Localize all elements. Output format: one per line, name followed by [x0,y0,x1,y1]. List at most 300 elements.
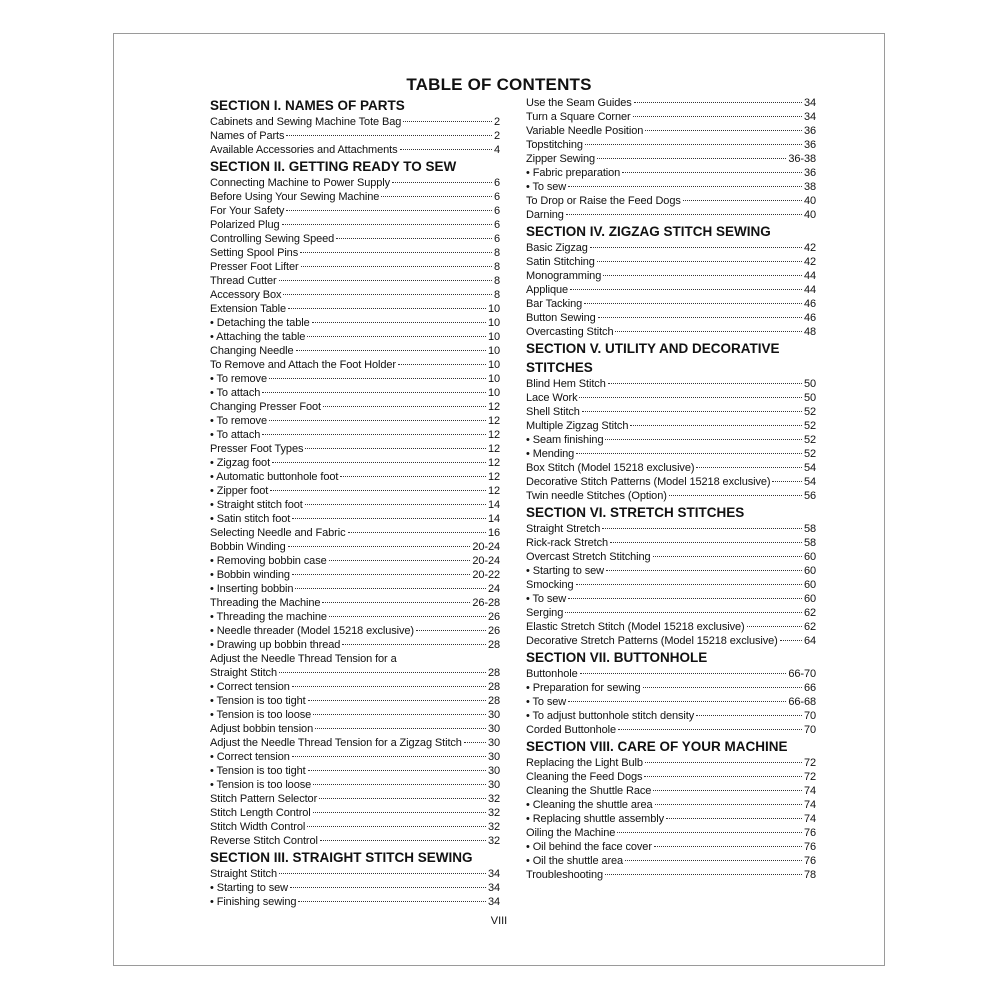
toc-entry-label: Troubleshooting [526,869,603,881]
dot-leader [288,546,471,547]
toc-entry [526,433,816,447]
toc-entry-label: Blind Hem Stitch [526,378,606,390]
dot-leader [272,462,486,463]
toc-entry [210,881,500,895]
toc-entry-label: • Detaching the table [210,317,310,329]
toc-entry [210,867,500,881]
toc-entry-page: 46 [803,312,816,324]
dot-leader [315,728,486,729]
toc-entry-label: Twin needle Stitches (Option) [526,490,667,502]
toc-entry [210,764,500,778]
dot-leader [610,542,802,543]
toc-entry-label: • Correct tension [210,681,290,693]
toc-entry-label: • Drawing up bobbin thread [210,639,341,651]
dot-leader [634,102,802,103]
section-heading: SECTION VIII. CARE OF YOUR MACHINE [526,739,788,754]
toc-entry [210,526,500,540]
section-heading: SECTION VI. STRETCH STITCHES [526,505,745,520]
dot-leader [342,644,486,645]
toc-entry-page: 34 [803,111,816,123]
toc-entry-label: Shell Stitch [526,406,580,418]
dot-leader [283,294,492,295]
toc-entry-page: 32 [487,807,500,819]
toc-entry-label: Box Stitch (Model 15218 exclusive) [526,462,695,474]
toc-entry-label: Serging [526,607,564,619]
dot-leader [403,121,492,122]
toc-entry [526,110,816,124]
toc-entry-page: 28 [487,667,500,679]
toc-entry [210,652,500,666]
toc-entry-label: • Replacing shuttle assembly [526,813,665,825]
toc-entry-page: 30 [487,765,500,777]
toc-entry [210,288,500,302]
toc-entry-page: 28 [487,681,500,693]
toc-entry [210,260,500,274]
toc-entry-label: Zipper Sewing [526,153,596,165]
toc-entry-label: Straight Stretch [526,523,601,535]
toc-entry [526,475,816,489]
toc-entry [210,666,500,680]
dot-leader [633,116,802,117]
dot-leader [288,308,486,309]
toc-entry [526,166,816,180]
toc-entry-page: 28 [487,695,500,707]
dot-leader [400,149,492,150]
dot-leader [669,495,802,496]
toc-entry-label: Names of Parts [210,130,285,142]
dot-leader [398,364,486,365]
toc-entry-page: 34 [487,882,500,894]
dot-leader [584,303,802,304]
toc-entry-page: 56 [803,490,816,502]
toc-entry-page: 24 [487,583,500,595]
dot-leader [696,467,802,468]
toc-entry-page: 10 [487,317,500,329]
toc-entry-label: Thread Cutter [210,275,277,287]
toc-entry-label: • Threading the machine [210,611,327,623]
toc-entry-label: • Tension is too tight [210,765,306,777]
toc-entry [210,372,500,386]
toc-entry-page: 36 [803,125,816,137]
dot-leader [313,784,486,785]
toc-entry [526,311,816,325]
toc-entry-page: 60 [803,551,816,563]
toc-entry-page: 36 [803,167,816,179]
toc-entry [526,620,816,634]
toc-entry-page: 52 [803,420,816,432]
toc-entry-label: Monogramming [526,270,602,282]
toc-entry-page: 28 [487,639,500,651]
toc-entry [210,722,500,736]
toc-entry [210,694,500,708]
dot-leader [568,701,786,702]
toc-entry [526,550,816,564]
toc-entry-label: Decorative Stitch Patterns (Model 15218 exclusive) [526,476,771,488]
toc-entry [210,708,500,722]
toc-entry-label: • Oil the shuttle area [526,855,624,867]
dot-leader [576,584,802,585]
page-title: TABLE OF CONTENTS [406,75,592,94]
toc-entry-label: Button Sewing [526,312,596,324]
dot-leader [329,616,486,617]
toc-entry-label: Rick-rack Stretch [526,537,609,549]
toc-entry-page: 40 [803,209,816,221]
toc-entry [526,784,816,798]
toc-entry-label: Elastic Stretch Stitch (Model 15218 exclusive) [526,621,745,633]
toc-entry-page: 46 [803,298,816,310]
toc-entry [210,204,500,218]
toc-entry [210,190,500,204]
toc-entry [526,667,816,681]
toc-entry-label: • Starting to sew [210,882,288,894]
toc-entry-page: 16 [487,527,500,539]
dot-leader [579,397,801,398]
toc-entry [210,316,500,330]
toc-entry [526,798,816,812]
toc-entry-label: Adjust the Needle Thread Tension for a Zigzag Stitch [210,737,462,749]
toc-entry-label: • Zigzag foot [210,457,271,469]
toc-entry-page: 8 [493,275,500,287]
toc-entry-label: Overcasting Stitch [526,326,614,338]
dot-leader [312,322,486,323]
toc-entry-label: • Satin stitch foot [210,513,291,525]
dot-leader [622,172,802,173]
toc-entry-page: 10 [487,345,500,357]
dot-leader [568,186,802,187]
toc-entry-label: • Starting to sew [526,565,604,577]
toc-entry-page: 70 [803,724,816,736]
toc-entry [526,592,816,606]
page-number: VIII [490,915,508,927]
dot-leader [269,378,486,379]
toc-entry-page: 4 [493,144,500,156]
toc-entry-label: • Correct tension [210,751,290,763]
toc-entry-label: Smocking [526,579,574,591]
toc-entry [210,512,500,526]
toc-entry-page: 10 [487,387,500,399]
toc-entry-page: 76 [803,855,816,867]
toc-entry-label: • Preparation for sewing [526,682,641,694]
toc-entry-page: 8 [493,289,500,301]
toc-entry-page: 30 [487,751,500,763]
toc-left-column [210,96,500,909]
dot-leader [644,776,802,777]
toc-entry-page: 42 [803,242,816,254]
dot-leader [772,481,802,482]
toc-entry-label: • Inserting bobbin [210,583,294,595]
toc-entry-page: 52 [803,406,816,418]
toc-entry-label: Replacing the Light Bulb [526,757,643,769]
toc-entry [210,456,500,470]
toc-entry [210,442,500,456]
toc-entry-page: 54 [803,462,816,474]
toc-entry [526,208,816,222]
toc-entry-page: 66-68 [788,696,816,708]
toc-entry [210,274,500,288]
section-heading: SECTION VII. BUTTONHOLE [526,650,708,665]
toc-entry [526,840,816,854]
dot-leader [580,673,787,674]
toc-entry-label: Setting Spool Pins [210,247,299,259]
toc-entry-page: 42 [803,256,816,268]
toc-entry-page: 34 [487,868,500,880]
dot-leader [602,528,802,529]
toc-entry [526,695,816,709]
toc-entry [210,806,500,820]
toc-entry [210,143,500,157]
toc-entry-page: 60 [803,579,816,591]
toc-entry-label: • Removing bobbin case [210,555,327,567]
toc-entry [526,138,816,152]
toc-entry-label: Bar Tacking [526,298,583,310]
toc-entry-label: Turn a Square Corner [526,111,631,123]
dot-leader [666,818,802,819]
dot-leader [300,252,492,253]
dot-leader [292,686,486,687]
toc-entry-page: 52 [803,434,816,446]
toc-entry [210,680,500,694]
dot-leader [295,588,486,589]
toc-entry-label: • Tension is too loose [210,779,312,791]
toc-entry-label: Straight Stitch [210,667,277,679]
dot-leader [597,158,786,159]
toc-entry [210,834,500,848]
toc-entry [526,634,816,648]
toc-entry-page: 20-24 [472,555,500,567]
dot-leader [279,873,486,874]
toc-entry-label: Connecting Machine to Power Supply [210,177,391,189]
dot-leader [286,135,492,136]
toc-entry-page: 30 [487,737,500,749]
toc-entry [526,255,816,269]
toc-entry-label: Accessory Box [210,289,282,301]
dot-leader [329,560,471,561]
dot-leader [292,574,470,575]
toc-entry-page: 30 [487,709,500,721]
toc-entry-label: Basic Zigzag [526,242,588,254]
dot-leader [585,144,802,145]
toc-entry [526,241,816,255]
toc-entry-label: Before Using Your Sewing Machine [210,191,380,203]
toc-entry-page: 78 [803,869,816,881]
toc-entry-label: • Tension is too tight [210,695,306,707]
toc-entry [526,756,816,770]
dot-leader [566,214,802,215]
toc-entry-page: 66 [803,682,816,694]
toc-entry-label: Stitch Width Control [210,821,306,833]
toc-entry-page: 26-28 [472,597,500,609]
toc-entry-label: • Tension is too loose [210,709,312,721]
toc-entry-page: 64 [803,635,816,647]
toc-entry [526,391,816,405]
dot-leader [653,556,802,557]
toc-entry-page: 14 [487,513,500,525]
dot-leader [615,331,801,332]
dot-leader [655,804,802,805]
toc-entry-page: 10 [487,303,500,315]
toc-entry-label: Cleaning the Shuttle Race [526,785,652,797]
toc-entry-page: 12 [487,415,500,427]
toc-entry-page: 12 [487,401,500,413]
dot-leader [653,790,802,791]
toc-entry-label: • Fabric preparation [526,167,621,179]
toc-entry [210,246,500,260]
toc-entry-page: 34 [803,97,816,109]
toc-entry [526,522,816,536]
toc-entry-page: 36-38 [788,153,816,165]
dot-leader [340,476,486,477]
toc-entry-label: Corded Buttonhole [526,724,617,736]
toc-entry [210,582,500,596]
toc-entry-label: Decorative Stretch Patterns (Model 15218 exclusive) [526,635,778,647]
toc-entry [526,405,816,419]
dot-leader [645,762,802,763]
toc-entry-label: Presser Foot Types [210,443,304,455]
toc-entry [526,180,816,194]
toc-entry-label: • To sew [526,593,567,605]
toc-entry-label: • Automatic buttonhole foot [210,471,339,483]
dot-leader [630,425,802,426]
toc-entry-label: Changing Presser Foot [210,401,322,413]
toc-entry-page: 2 [493,130,500,142]
dot-leader [570,289,802,290]
toc-entry-label: Adjust the Needle Thread Tension for a [210,653,397,665]
toc-entry-page: 40 [803,195,816,207]
toc-entry [526,447,816,461]
dot-leader [323,406,486,407]
toc-entry-page: 76 [803,841,816,853]
dot-leader [576,453,802,454]
toc-entry-page: 62 [803,607,816,619]
dot-leader [568,598,802,599]
toc-entry [210,176,500,190]
dot-leader [416,630,486,631]
toc-entry-page: 58 [803,523,816,535]
toc-entry-page: 12 [487,471,500,483]
toc-entry [210,414,500,428]
toc-entry-page: 26 [487,625,500,637]
dot-leader [696,715,802,716]
toc-entry-label: Oiling the Machine [526,827,616,839]
toc-entry [210,610,500,624]
toc-entry-label: Use the Seam Guides [526,97,632,109]
toc-entry [210,624,500,638]
toc-entry [526,124,816,138]
toc-entry-page: 72 [803,771,816,783]
toc-entry [526,194,816,208]
toc-entry-label: Adjust bobbin tension [210,723,314,735]
toc-entry-label: Presser Foot Lifter [210,261,299,273]
dot-leader [308,770,486,771]
toc-entry-label: To Drop or Raise the Feed Dogs [526,195,681,207]
dot-leader [654,846,802,847]
toc-entry-page: 10 [487,359,500,371]
toc-entry [526,489,816,503]
toc-entry-label: Straight Stitch [210,868,277,880]
section-heading: SECTION II. GETTING READY TO SEW [210,159,457,174]
toc-entry-label: • To attach [210,387,261,399]
toc-entry [210,302,500,316]
dot-leader [308,700,486,701]
toc-entry [210,330,500,344]
dot-leader [747,626,802,627]
toc-entry [210,736,500,750]
dot-leader [643,687,802,688]
toc-entry [210,498,500,512]
toc-entry-page: 6 [493,191,500,203]
toc-entry-page: 30 [487,779,500,791]
dot-leader [348,532,486,533]
dot-leader [605,874,802,875]
dot-leader [392,182,492,183]
dot-leader [269,420,486,421]
toc-entry-page: 20-24 [472,541,500,553]
toc-entry-page: 72 [803,757,816,769]
toc-entry [526,681,816,695]
toc-entry-label: • Attaching the table [210,331,306,343]
dot-leader [683,200,802,201]
toc-entry-label: Polarized Plug [210,219,280,231]
toc-entry [526,578,816,592]
toc-entry [526,269,816,283]
dot-leader [605,439,801,440]
dot-leader [608,383,802,384]
toc-entry-label: • To sew [526,181,567,193]
toc-entry-page: 6 [493,177,500,189]
toc-entry-page: 48 [803,326,816,338]
toc-entry [210,638,500,652]
toc-entry-label: • Seam finishing [526,434,604,446]
toc-entry [210,820,500,834]
toc-right-column [526,96,816,882]
toc-entry-page: 60 [803,593,816,605]
toc-entry-page: 44 [803,270,816,282]
toc-entry [526,461,816,475]
dot-leader [282,224,492,225]
dot-leader [603,275,802,276]
toc-entry-label: Stitch Length Control [210,807,311,819]
dot-leader [319,798,486,799]
toc-entry-page: 26 [487,611,500,623]
toc-entry-page: 6 [493,205,500,217]
dot-leader [292,518,486,519]
toc-entry-page: 70 [803,710,816,722]
dot-leader [307,826,486,827]
toc-entry-label: • Zipper foot [210,485,269,497]
dot-leader [296,350,486,351]
toc-entry [210,400,500,414]
toc-entry-page: 32 [487,835,500,847]
toc-entry-label: Changing Needle [210,345,294,357]
toc-entry [210,232,500,246]
toc-entry-page: 6 [493,219,500,231]
toc-entry-page: 12 [487,485,500,497]
toc-entry [210,344,500,358]
toc-entry [210,218,500,232]
toc-entry-label: Satin Stitching [526,256,595,268]
toc-entry [210,129,500,143]
dot-leader [597,261,802,262]
toc-entry [526,564,816,578]
toc-entry-label: • Bobbin winding [210,569,290,581]
dot-leader [279,280,492,281]
toc-entry-page: 50 [803,378,816,390]
toc-entry [210,750,500,764]
toc-entry-page: 34 [487,896,500,908]
dot-leader [262,434,486,435]
dot-leader [290,887,486,888]
toc-entry-label: Buttonhole [526,668,578,680]
